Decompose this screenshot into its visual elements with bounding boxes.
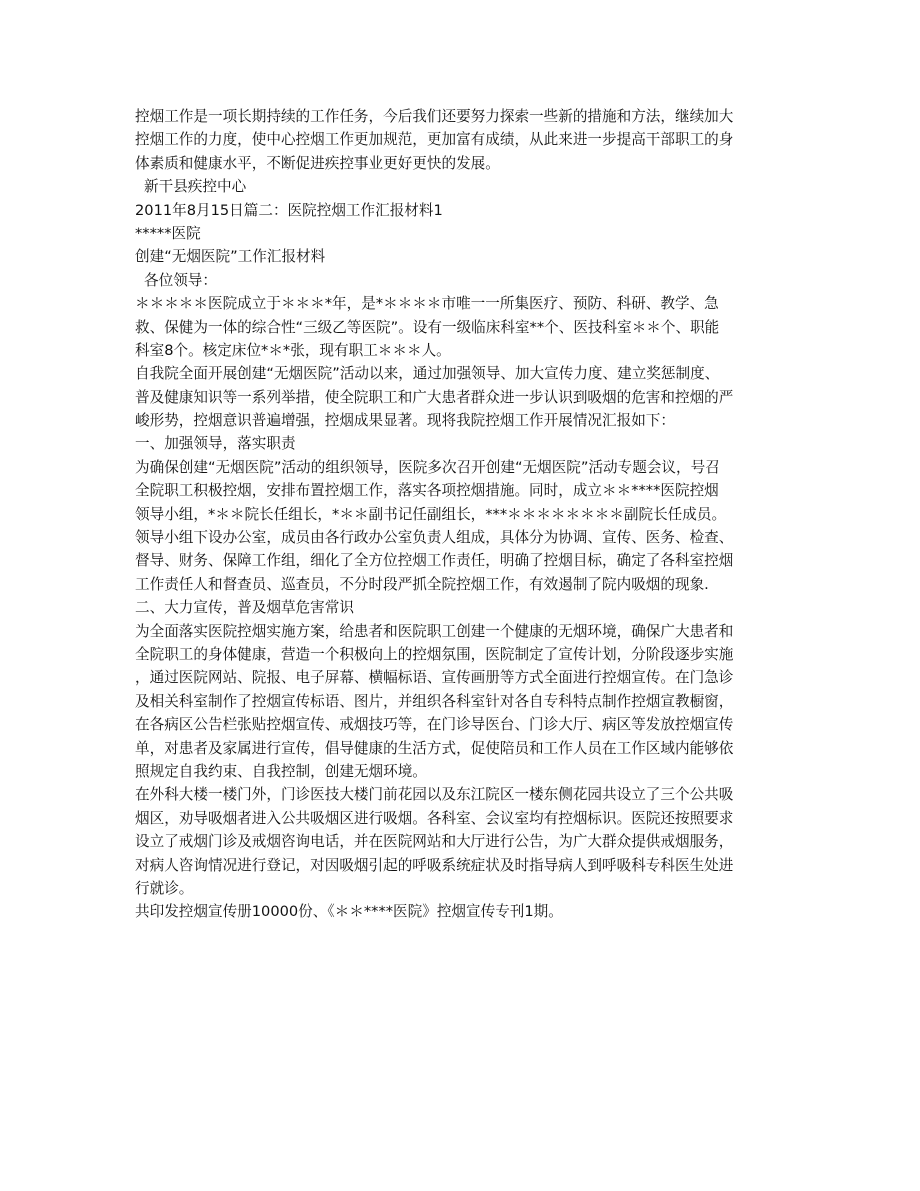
signature-org: 新干县疾控中心 (144, 178, 247, 196)
paragraph-line: 自我院全面开展创建“无烟医院”活动以来，通过加强领导、加大宣传力度、建立奖惩制度、 (135, 365, 720, 383)
paragraph-line: 在各病区公告栏张贴控烟宣传、戒烟技巧等，在门诊导医台、门诊大厅、病区等发放控烟宣传 (135, 716, 734, 734)
date-and-section-title: 2011年8月15日篇二：医院控烟工作汇报材料1 (135, 201, 443, 219)
paragraph-line: 行就诊。 (135, 879, 194, 897)
paragraph-line: 科室8个。核定床位*＊*张，现有职工＊＊＊人。 (135, 341, 451, 359)
document-body (135, 105, 785, 924)
paragraph-line: 督导、财务、保障工作组，细化了全方位控烟工作责任，明确了控烟目标，确定了各科室控烟 (135, 552, 734, 570)
hospital-name: *****医院 (135, 224, 201, 242)
report-title: 创建“无烟医院”工作汇报材料 (135, 248, 326, 266)
paragraph-line: 控烟工作是一项长期持续的工作任务，今后我们还要努力探索一些新的措施和方法，继续加大 (135, 108, 734, 125)
paragraph-line: 照规定自我约束、自我控制，创建无烟环境。 (135, 762, 427, 780)
paragraph-line: 烟区，劝导吸烟者进入公共吸烟区进行吸烟。各科室、会议室均有控烟标识。医院还按照要求 (135, 809, 734, 827)
section-heading-2: 二、大力宣传，普及烟草危害常识 (135, 599, 354, 617)
paragraph-line: 救、保健为一体的综合性“三级乙等医院”。设有一级临床科室**个、医技科室＊＊个、职能 (135, 318, 720, 336)
paragraph-line: 领导小组，*＊＊院长任组长，*＊＊副书记任副组长，***＊＊＊＊＊＊＊＊副院长任成员。 (135, 505, 727, 523)
paragraph-line: 体素质和健康水平，不断促进疾控事业更好更快的发展。 (135, 154, 500, 172)
paragraph-line: 及相关科室制作了控烟宣传标语、图片，并组织各科室针对各自专科特点制作控烟宣教橱窗， (135, 692, 734, 710)
paragraph-line: 单，对患者及家属进行宣传，倡导健康的生活方式，促使陪员和工作人员在工作区域内能够依 (135, 739, 734, 757)
paragraph-line: 控烟工作的力度，使中心控烟工作更加规范，更加富有成绩，从此来进一步提高干部职工的身 (135, 131, 734, 149)
section-heading-1: 一、加强领导，落实职责 (135, 435, 296, 453)
paragraph-line: 峻形势，控烟意识普遍增强，控烟成果显著。现将我院控烟工作开展情况汇报如下： (135, 412, 675, 430)
paragraph-line: 在外科大楼一楼门外，门诊医技大楼门前花园以及东江院区一楼东侧花园共设立了三个公共吸 (135, 786, 734, 804)
paragraph-line: 领导小组下设办公室，成员由各行政办公室负责人组成，具体分为协调、宣传、医务、检查、 (135, 529, 734, 547)
paragraph-line: 全院职工积极控烟，安排布置控烟工作，落实各项控烟措施。同时，成立＊＊****医院控烟 (135, 482, 719, 500)
paragraph-line: 为全面落实医院控烟实施方案，给患者和医院职工创建一个健康的无烟环境，确保广大患者和 (135, 622, 734, 640)
paragraph-line: ，通过医院网站、院报、电子屏幕、横幅标语、宣传画册等方式全面进行控烟宣传。在门急诊 (135, 669, 734, 687)
paragraph-line: 普及健康知识等一系列举措，使全院职工和广大患者群众进一步认识到吸烟的危害和控烟的严 (135, 388, 734, 406)
salutation: 各位领导： (144, 271, 217, 289)
paragraph-line: 共印发控烟宣传册10000份、《＊＊****医院》控烟宣传专刊1期。 (135, 903, 563, 921)
paragraph-line: 对病人咨询情况进行登记，对因吸烟引起的呼吸系统症状及时指导病人到呼吸科专科医生处进 (135, 856, 734, 874)
paragraph-line: 工作责任人和督查员、巡查员，不分时段严抓全院控烟工作，有效遏制了院内吸烟的现象. (135, 575, 709, 593)
paragraph-line: 为确保创建“无烟医院”活动的组织领导，医院多次召开创建“无烟医院”活动专题会议，号召 (135, 458, 720, 476)
paragraph-line: 设立了戒烟门诊及戒烟咨询电话，并在医院网站和大厅进行公告，为广大群众提供戒烟服务， (135, 833, 734, 851)
paragraph-line: 全院职工的身体健康，营造一个积极向上的控烟氛围，医院制定了宣传计划，分阶段逐步实施 (135, 645, 734, 663)
paragraph-line: ＊＊＊＊＊医院成立于＊＊＊*年，是*＊＊＊＊市唯一一所集医疗、预防、科研、教学、急 (135, 295, 719, 313)
